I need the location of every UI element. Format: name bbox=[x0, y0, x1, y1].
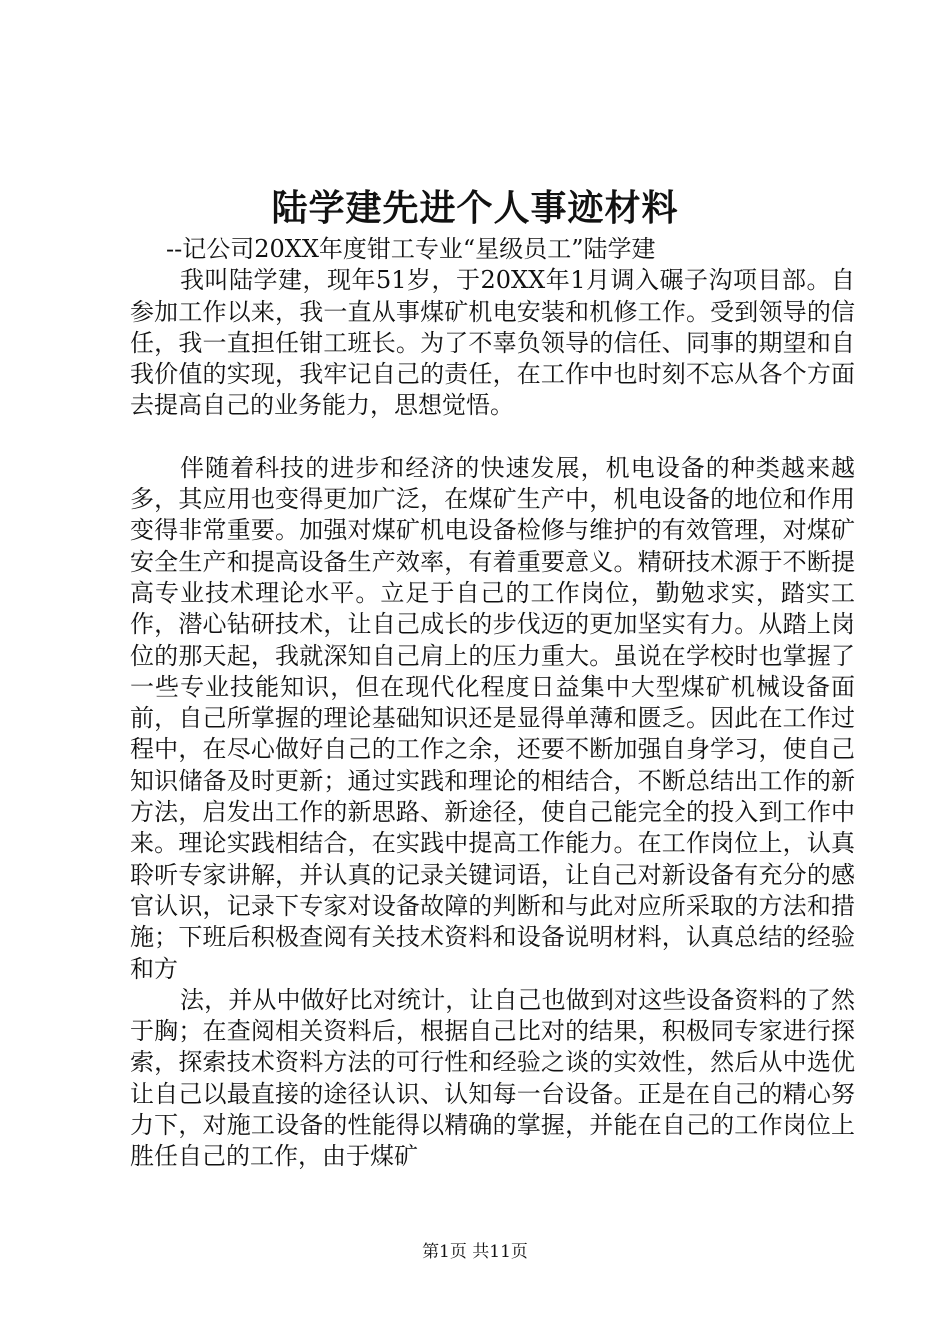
document-body bbox=[130, 234, 855, 1173]
page-number-footer: 第1页 共11页 bbox=[422, 1242, 528, 1262]
document-subtitle: --记公司20XX年度钳工专业“星级员工”陆学建 bbox=[166, 235, 656, 263]
document-title: 陆学建先进个人事迹材料 bbox=[271, 188, 679, 229]
paragraph-2: 伴随着科技的进步和经济的快速发展，机电设备的种类越来越多，其应用也变得更加广泛，在煤矿生产中，机电设备的地位和作用变得非常重要。加强对煤矿机电设备检修与维护的有效管理，对煤矿安全生产和提高设备生产效率，有着重要意义。精研技术源于不断提高专业技术理论水平。立足于自己的工作岗位，勤勉求实，踏实工作，潜心钻研技术，让自己成长的步伐迈的更加坚实有力。从踏上岗位的那天起，我就深知自己肩上的压力重大。虽说在学校时也掌握了一些专业技能知识，但在现代化程度日益集中大型煤矿机械设备面前，自己所掌握的理论基础知识还是显得单薄和匮乏。因此在工作过程中，在尽心做好自己的工作之余，还要不断加强自身学习，使自己知识储备及时更新；通过实践和理论的相结合，不断总结出工作的新方法，启发出工作的新思路、新途径，使自己能完全的投入到工作中来。理论实践相结合，在实践中提高工作能力。在工作岗位上，认真聆听专家讲解，并认真的记录关键词语，让自己对新设备有充分的感官认识，记录下专家对设备故障的判断和与此对应所采取的方法和措施；下班后积极查阅有关技术资料和设备说明材料，认真总结的经验和方 bbox=[130, 453, 855, 983]
paragraph-3: 法，并从中做好比对统计，让自己也做到对这些设备资料的了然于胸；在查阅相关资料后，根据自己比对的结果，积极同专家进行探索，探索技术资料方法的可行性和经验之谈的实效性，然后从中选优让自己以最直接的途径认识、认知每一台设备。正是在自己的精心努力下，对施工设备的性能得以精确的掌握，并能在自己的工作岗位上胜任自己的工作，由于煤矿 bbox=[130, 985, 855, 1171]
paragraph-1: 我叫陆学建，现年51岁，于20XX年1月调入碾子沟项目部。自参加工作以来，我一直从事煤矿机电安装和机修工作。受到领导的信任，我一直担任钳工班长。为了不辜负领导的信任、同事的期望和自我价值的实现，我牢记自己的责任，在工作中也时刻不忘从各个方面去提高自己的业务能力，思想觉悟。 bbox=[130, 266, 855, 420]
